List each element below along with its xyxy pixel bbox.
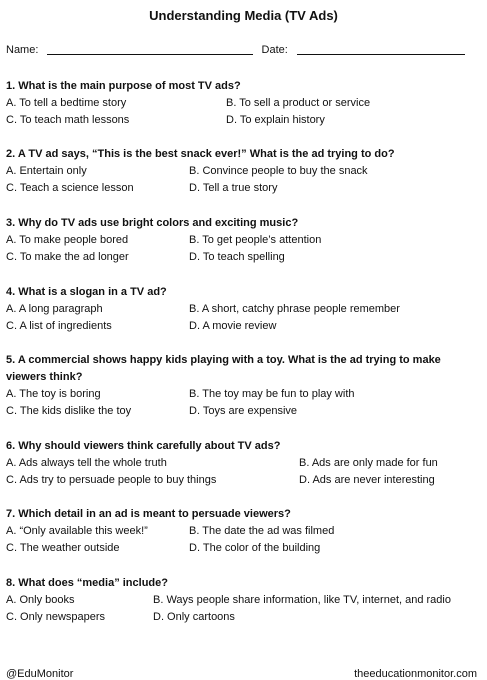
date-blank-line[interactable] [297,44,465,55]
question-stem: 8. What does “media” include? [6,577,168,589]
question-stem: 2. A TV ad says, “This is the best snack ever!” What is the ad trying to do? [6,148,395,160]
option-a[interactable]: A. Only books [6,594,75,606]
question-stem: 5. A commercial shows happy kids playing with a toy. What is the ad trying to make viewers think? [6,354,441,383]
option-c[interactable]: C. A list of ingredients [6,320,112,332]
option-b[interactable]: B. Convince people to buy the snack [189,165,368,177]
option-a[interactable]: A. Ads always tell the whole truth [6,457,167,469]
option-a[interactable]: A. The toy is boring [6,388,101,400]
option-a[interactable]: A. “Only available this week!” [6,525,148,537]
option-d[interactable]: D. Ads are never interesting [299,474,435,486]
option-b[interactable]: B. A short, catchy phrase people remember [189,303,400,315]
option-c[interactable]: C. To teach math lessons [6,114,130,126]
option-c[interactable]: C. Teach a science lesson [6,182,134,194]
option-a[interactable]: A. A long paragraph [6,303,103,315]
option-d[interactable]: D. Tell a true story [189,182,278,194]
question-stem: 1. What is the main purpose of most TV ads? [6,80,241,92]
question-4 [6,284,481,335]
question-2 [6,146,481,197]
option-c[interactable]: C. To make the ad longer [6,251,129,263]
question-stem: 4. What is a slogan in a TV ad? [6,286,167,298]
option-c[interactable]: C. Ads try to persuade people to buy things [6,474,217,486]
option-b[interactable]: B. Ways people share information, like TV, internet, and radio [153,594,451,606]
question-stem: 6. Why should viewers think carefully about TV ads? [6,440,281,452]
footer-handle: @EduMonitor [6,668,74,680]
option-c[interactable]: C. The kids dislike the toy [6,405,132,417]
name-blank-line[interactable] [47,44,253,55]
option-b[interactable]: B. The date the ad was filmed [189,525,335,537]
option-b[interactable]: B. To get people’s attention [189,234,322,246]
option-b[interactable]: B. Ads are only made for fun [299,457,438,469]
name-label: Name: [6,44,39,56]
option-a[interactable]: A. To tell a bedtime story [6,97,127,109]
footer-website[interactable]: theeducationmonitor.com [354,668,477,680]
option-a[interactable]: A. To make people bored [6,234,129,246]
question-5 [6,352,481,420]
option-b[interactable]: B. The toy may be fun to play with [189,388,355,400]
option-d[interactable]: D. A movie review [189,320,277,332]
question-stem: 7. Which detail in an ad is meant to persuade viewers? [6,508,291,520]
option-c[interactable]: C. Only newspapers [6,611,106,623]
question-1 [6,78,481,129]
option-d[interactable]: D. Only cartoons [153,611,235,623]
worksheet-title: Understanding Media (TV Ads) [149,8,338,23]
option-c[interactable]: C. The weather outside [6,542,120,554]
option-b[interactable]: B. To sell a product or service [226,97,371,109]
question-3 [6,215,481,266]
option-d[interactable]: D. To explain history [226,114,325,126]
option-d[interactable]: D. To teach spelling [189,251,285,263]
option-a[interactable]: A. Entertain only [6,165,87,177]
option-d[interactable]: D. The color of the building [189,542,321,554]
date-label: Date: [261,44,288,56]
name-date-row [6,44,481,56]
question-8 [6,575,481,626]
question-6 [6,438,481,489]
question-stem: 3. Why do TV ads use bright colors and exciting music? [6,217,299,229]
question-7 [6,506,481,557]
option-d[interactable]: D. Toys are expensive [189,405,298,417]
